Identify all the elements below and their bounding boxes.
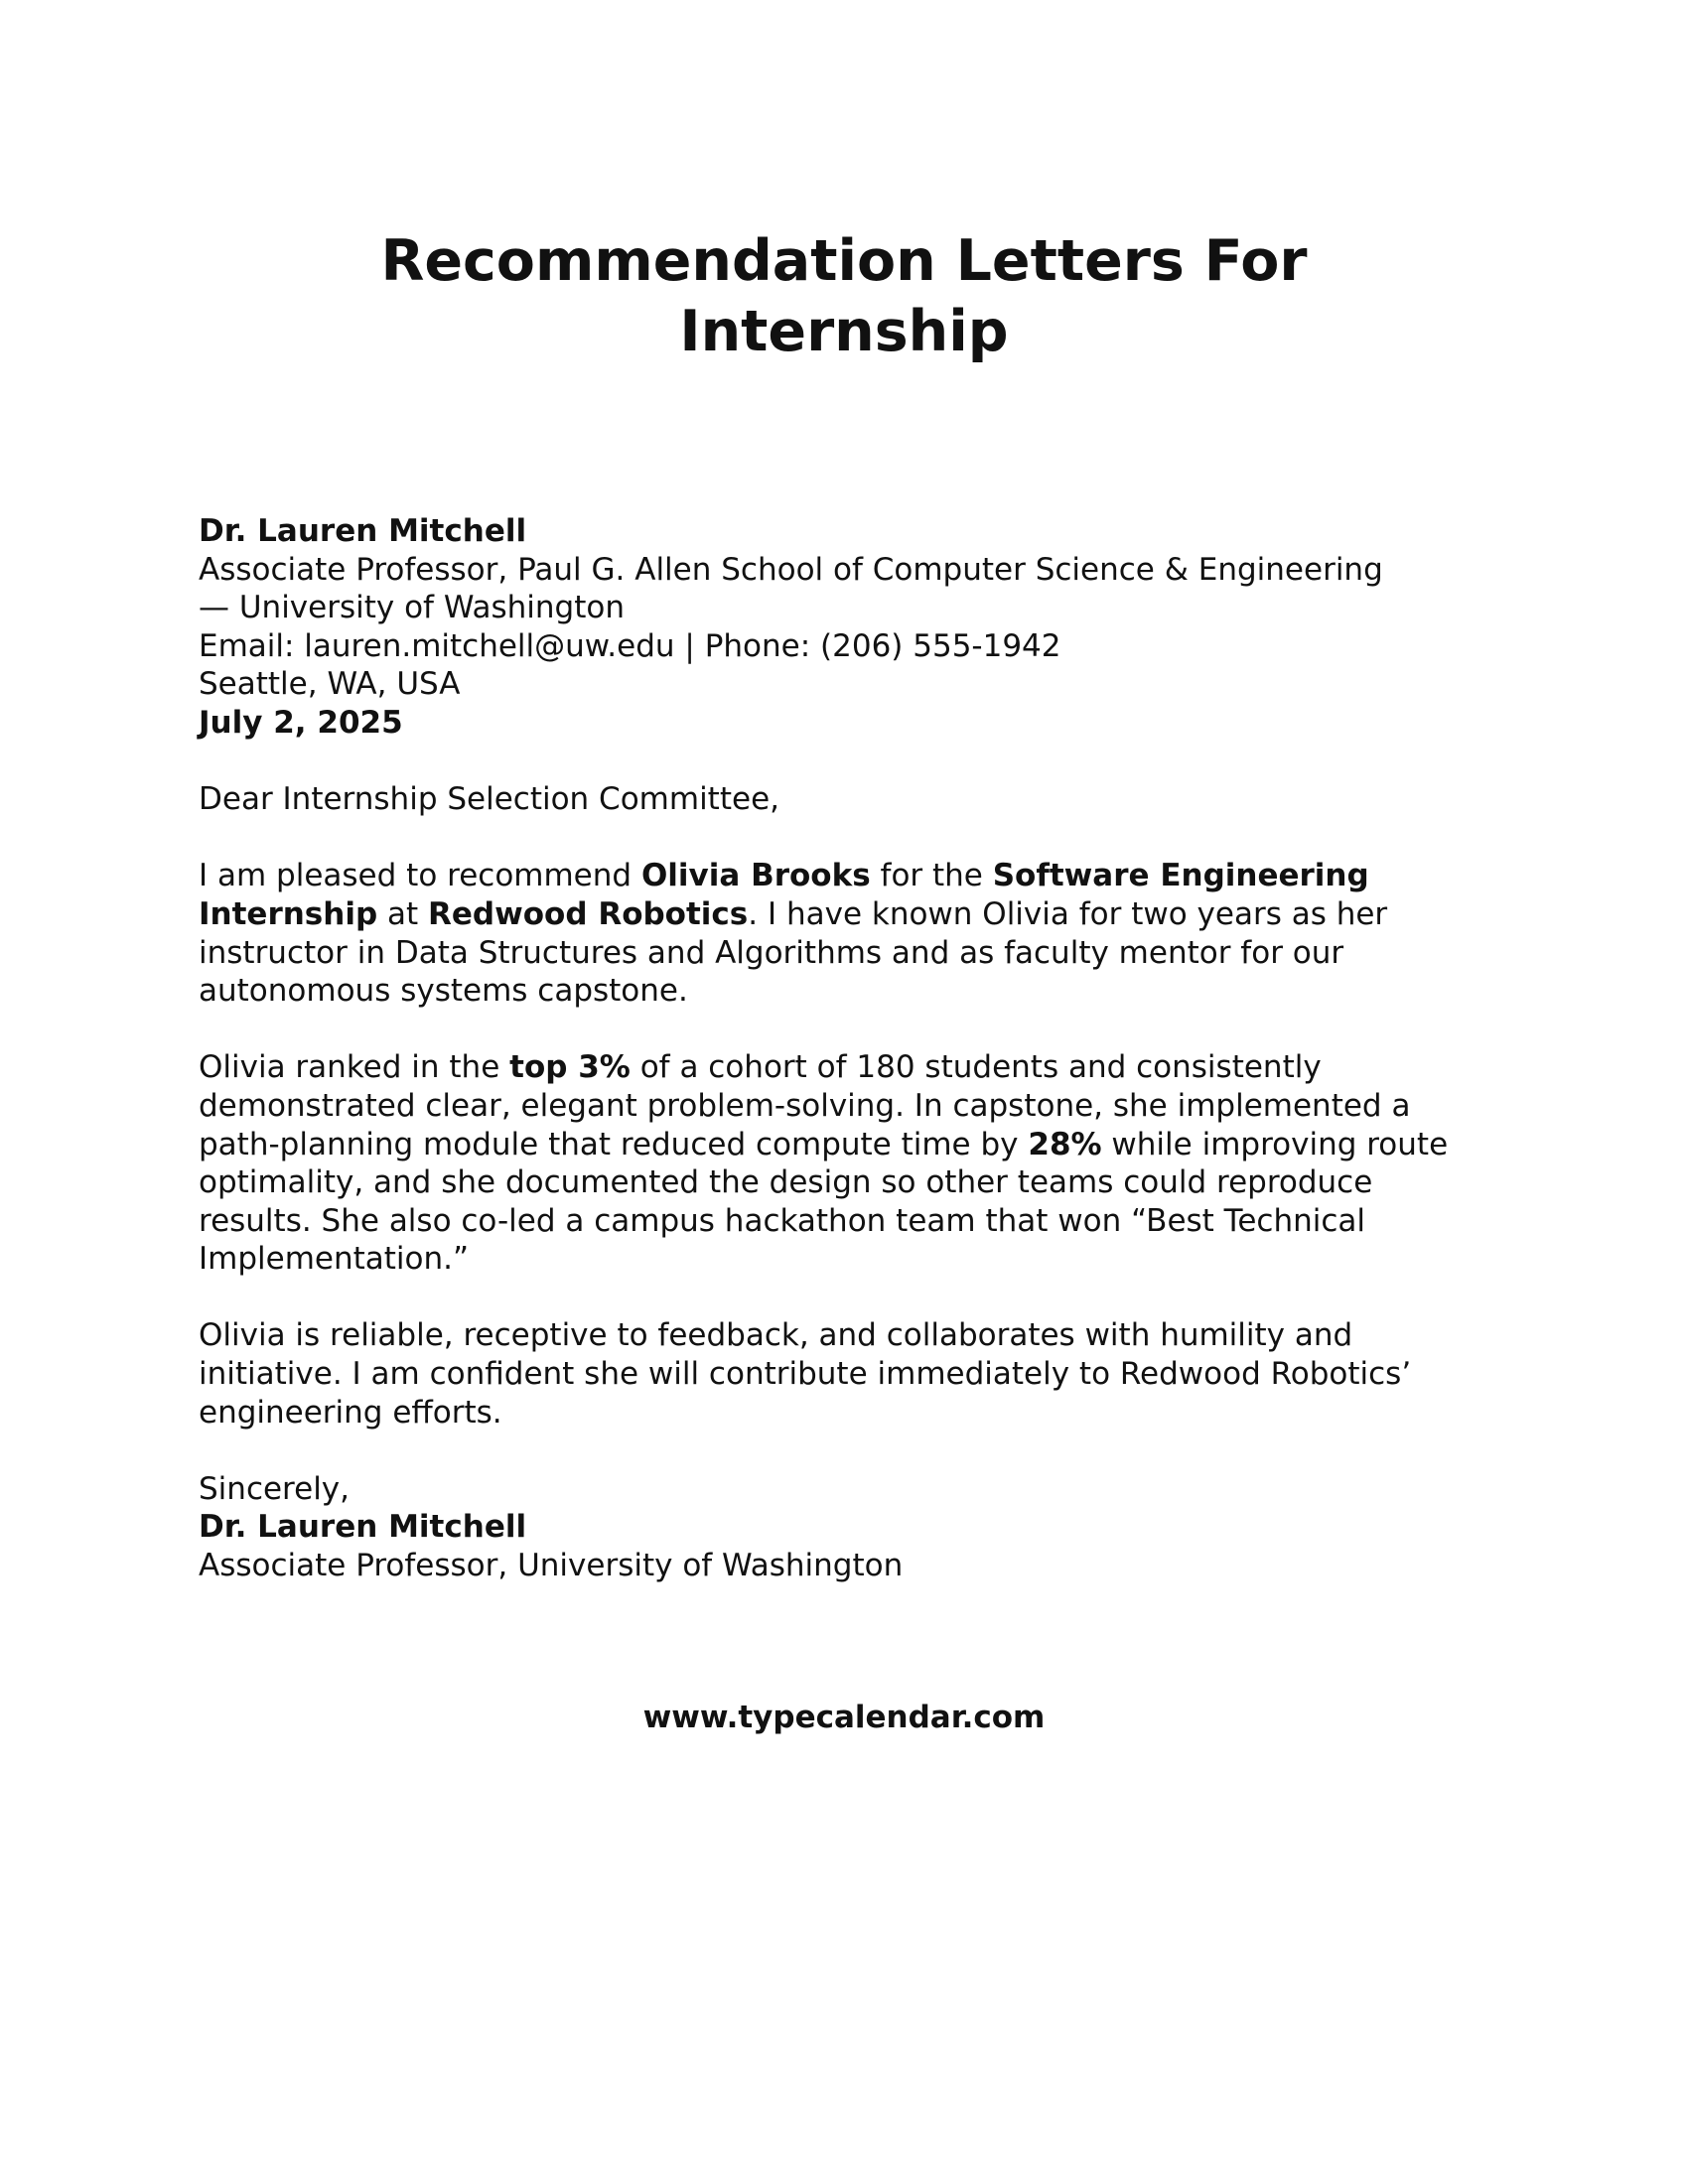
text: Olivia ranked in the [199,1049,510,1086]
text: while improving route optimality, and she documented the design so other teams could reproduce results. She also co-led a campus hackathon team that won “Best Technical Implementation.” [199,1126,1449,1278]
rank-highlight: top 3% [509,1049,631,1086]
candidate-name: Olivia Brooks [640,858,871,894]
page-title [0,226,1688,367]
text: I am pleased to recommend [199,858,641,894]
company-name: Redwood Robotics [428,895,749,932]
sender-position [199,551,1489,627]
title-line-2: Internship [679,299,1009,364]
sender-location: Seattle, WA, USA [199,666,461,703]
closing: Sincerely, [199,1470,351,1507]
sender-block [199,512,1489,743]
salutation: Dear Internship Selection Committee, [199,781,779,818]
paragraph-achievements [199,1048,1489,1279]
sender-position-line2: — University of Washington [199,590,625,626]
signature-title: Associate Professor, University of Washington [199,1548,904,1584]
text: for the [870,858,993,894]
paragraph-introduction [199,857,1489,1010]
paragraph-character: Olivia is reliable, receptive to feedback, and collaborates with humility and initiative. I am confident she will contribute immediately to Redwood Robotics’ engineering efforts. [199,1317,1412,1431]
letter-date: July 2, 2025 [199,704,403,741]
position-name: Software Engineering Internship [199,858,1369,932]
text: at [377,895,429,932]
signature-name: Dr. Lauren Mitchell [199,1509,527,1546]
footer-url: www.typecalendar.com [642,1700,1046,1735]
sender-position-line1: Associate Professor, Paul G. Allen School of Computer Science & Engineering [199,551,1383,588]
letter-body [199,512,1489,1585]
text: . I have known Olivia for two years as her instructor in Data Structures and Algorithms and as faculty mentor for our autonomous systems capstone. [199,895,1388,1010]
text: of a cohort of 180 students and consistently demonstrated clear, elegant problem-solving. In capstone, she implemented a path-planning module that reduced compute time by [199,1049,1411,1162]
sender-contact: Email: lauren.mitchell@uw.edu | Phone: (206) 555-1942 [199,627,1061,664]
title-line-1: Recommendation Letters For [380,228,1308,294]
sender-name: Dr. Lauren Mitchell [199,513,527,549]
improvement-highlight: 28% [1028,1126,1102,1162]
